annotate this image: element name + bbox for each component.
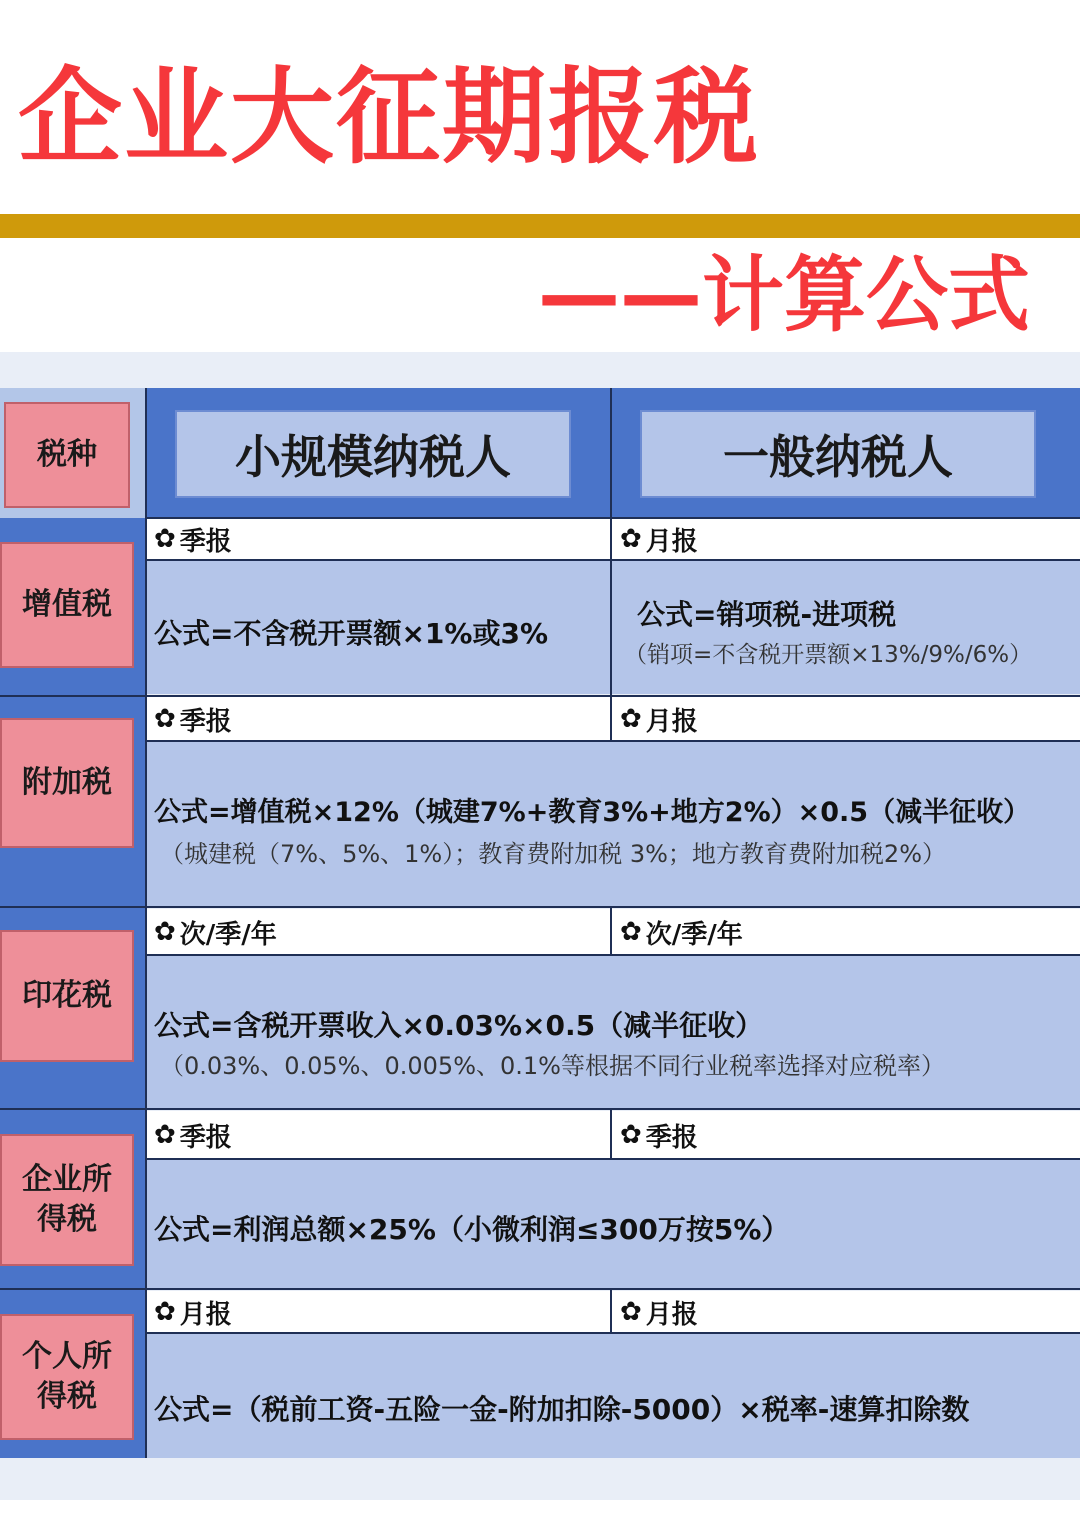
- vat-small-period: ✿ 季报: [146, 518, 610, 560]
- flower-icon: ✿: [620, 524, 642, 554]
- grid-line: [146, 740, 1080, 742]
- grid-line: [610, 1290, 612, 1334]
- grid-line: [146, 1332, 1080, 1334]
- surtax-general-period: ✿ 月报: [612, 697, 1080, 741]
- flower-icon: ✿: [154, 704, 176, 734]
- page-subtitle: ——计算公式: [537, 248, 1030, 343]
- grid-line: [146, 559, 1080, 561]
- grid-line: [610, 388, 612, 696]
- flower-icon: ✿: [620, 917, 642, 947]
- flower-icon: ✿: [620, 704, 642, 734]
- tax-cit: 企业所 得税: [0, 1134, 134, 1266]
- tax-vat: 增值税: [0, 542, 134, 668]
- surtax-formula: 公式=增值税×12%（城建7%+教育3%+地方2%）×0.5（减半征收）: [154, 797, 1031, 828]
- grid-line: [146, 1158, 1080, 1160]
- cit-formula: 公式=利润总额×25%（小微利润≤300万按5%）: [154, 1213, 790, 1246]
- grid-line: [145, 388, 147, 1458]
- grid-line: [0, 695, 1080, 697]
- flower-icon: ✿: [154, 1297, 176, 1327]
- grid-line: [146, 954, 1080, 956]
- flower-icon: ✿: [620, 1297, 642, 1327]
- cit-small-period: ✿ 季报: [146, 1111, 610, 1159]
- flower-icon: ✿: [154, 524, 176, 554]
- surtax-note: （城建税（7%、5%、1%）；教育费附加税 3%；地方教育费附加税2%）: [160, 840, 946, 868]
- iit-formula: 公式=（税前工资-五险一金-附加扣除-5000）×税率-速算扣除数: [154, 1393, 970, 1426]
- tax-iit: 个人所 得税: [0, 1314, 134, 1440]
- vat-general-formula: 公式=销项税-进项税: [637, 598, 897, 631]
- stamp-note: （0.03%、0.05%、0.005%、0.1%等根据不同行业税率选择对应税率）: [160, 1052, 945, 1080]
- grid-line: [610, 696, 612, 742]
- surtax-small-period: ✿ 季报: [146, 697, 610, 741]
- tax-surtax: 附加税: [0, 718, 134, 848]
- grid-line: [0, 1108, 1080, 1110]
- flower-icon: ✿: [154, 1120, 176, 1150]
- vat-small-formula: 公式=不含税开票额×1%或3%: [154, 617, 548, 650]
- stamp-general-period: ✿ 次/季/年: [612, 909, 1080, 955]
- flower-icon: ✿: [154, 917, 176, 947]
- stamp-formula: 公式=含税开票收入×0.03%×0.5（减半征收）: [154, 1009, 764, 1042]
- grid-line: [146, 517, 1080, 519]
- vat-general-period: ✿ 月报: [612, 518, 1080, 560]
- tax-stamp: 印花税: [0, 930, 134, 1062]
- cit-general-period: ✿ 季报: [612, 1111, 1080, 1159]
- page-title: 企业大征期报税: [18, 56, 761, 178]
- divider-bar: [0, 214, 1080, 238]
- iit-general-period: ✿ 月报: [612, 1291, 1080, 1333]
- iit-small-period: ✿ 月报: [146, 1291, 610, 1333]
- grid-line: [0, 906, 1080, 908]
- grid-line: [610, 908, 612, 956]
- vat-general-note: （销项=不含税开票额×13%/9%/6%）: [624, 642, 1033, 668]
- flower-icon: ✿: [620, 1120, 642, 1150]
- stamp-small-period: ✿ 次/季/年: [146, 909, 610, 955]
- header-tax-type: 税种: [4, 402, 130, 508]
- header-small-taxpayer: 小规模纳税人: [175, 410, 571, 498]
- header-general-taxpayer: 一般纳税人: [640, 410, 1036, 498]
- grid-line: [610, 1110, 612, 1160]
- grid-line: [0, 1288, 1080, 1290]
